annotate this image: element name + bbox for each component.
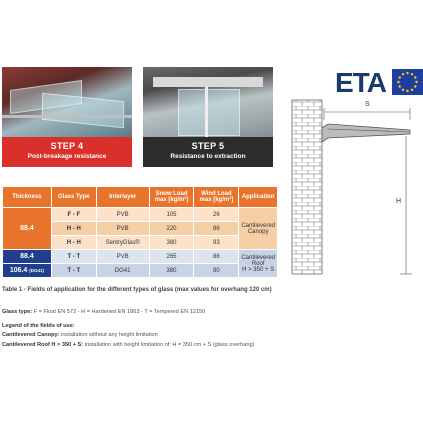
table-row	[3, 264, 278, 278]
header-snow-load: Snow Load max [kg/m²]	[149, 187, 194, 208]
cell-wind-load: 26	[194, 208, 239, 222]
s-dimension-label: S	[365, 101, 370, 108]
canopy-text: installation without any height limitation	[61, 332, 158, 338]
cell-interlayer: SentryGlas®	[96, 236, 149, 250]
cell-wind-load: 93	[194, 236, 239, 250]
table-row	[3, 250, 278, 264]
legend-title	[2, 322, 254, 332]
cell-wind-load: 80	[194, 264, 239, 278]
glass-type-label: Glass type:	[2, 309, 33, 315]
glass-pane	[42, 93, 124, 129]
cell-glass-type: F - F	[51, 208, 96, 222]
cell-thickness	[3, 264, 52, 278]
canopy-label: Cantilevered Canopy:	[2, 332, 60, 338]
glass-types-table	[2, 186, 278, 278]
cell-interlayer: PVB	[96, 208, 149, 222]
header-thickness: Thickness	[3, 187, 52, 208]
profile-bar	[153, 77, 263, 87]
cell-thickness: 88.4	[3, 208, 52, 250]
eta-logo-text: ETA	[335, 67, 386, 98]
glass-type-note	[2, 308, 254, 318]
table-row	[3, 208, 278, 222]
legend-title-text: Legend of the fields of use:	[2, 322, 75, 329]
table-header-row	[3, 187, 278, 208]
cell-wind-load: 86	[194, 250, 239, 264]
roof-text: installation with height limitation of: H = 350 cm + S (glass overhang)	[84, 341, 255, 348]
step4-photo	[2, 67, 132, 167]
roof-note	[2, 341, 254, 351]
cell-application-canopy: Cantilevered Canopy	[239, 208, 278, 250]
step4-title: STEP 4	[50, 141, 84, 151]
cell-thickness: 88.4	[3, 250, 52, 264]
header-application: Application	[239, 187, 278, 208]
step5-title: STEP 5	[191, 141, 225, 151]
application-roof-line1: Cantilevered Roof	[241, 254, 275, 267]
cell-glass-type: T - T	[51, 250, 96, 264]
header-wind-load: Wind Load max [kg/m²]	[194, 187, 239, 208]
cell-interlayer: PVB	[96, 250, 149, 264]
cantilever-diagram	[290, 98, 420, 276]
rail	[2, 115, 132, 118]
step5-badge	[143, 137, 273, 167]
cell-wind-load: 86	[194, 222, 239, 236]
step4-subtitle: Post-breakage resistance	[27, 153, 107, 160]
cell-snow-load: 220	[149, 222, 194, 236]
canopy-note	[2, 331, 254, 341]
cell-snow-load: 105	[149, 208, 194, 222]
thickness-value: 106.4	[9, 267, 28, 274]
rod	[205, 87, 208, 137]
header-glass-type: Glass Type	[51, 187, 96, 208]
cell-interlayer: DG41	[96, 264, 149, 278]
eta-logo	[335, 65, 423, 99]
application-roof-line2: H > 350 + S	[242, 266, 275, 273]
step5-photo	[143, 67, 273, 167]
cell-snow-load: 380	[149, 236, 194, 250]
glass-pane	[178, 89, 240, 136]
cell-snow-load: 380	[149, 264, 194, 278]
cell-glass-type: H - H	[51, 236, 96, 250]
cell-glass-type: H - H	[51, 222, 96, 236]
roof-label: Cantilevered Roof H > 350 + S:	[2, 341, 84, 348]
thickness-suffix: (DG41)	[29, 268, 45, 273]
cell-snow-load: 265	[149, 250, 194, 264]
h-dimension-label: H	[396, 198, 402, 205]
table-caption: Table 1 - Fields of application for the different types of glass (max values for overhang 120 cm)	[2, 287, 272, 293]
cell-glass-type: T - T	[51, 264, 96, 278]
eu-flag-icon	[392, 69, 423, 95]
cell-application-roof	[239, 250, 278, 278]
glass-type-text: F = Float EN 572 - H = Hardened EN 1863 - T = Tempered EN 12150	[33, 309, 206, 315]
step5-subtitle: Resistance to extraction	[170, 153, 246, 160]
cell-interlayer: PVB	[96, 222, 149, 236]
header-interlayer: Interlayer	[96, 187, 149, 208]
step4-badge	[2, 137, 132, 167]
notes	[2, 308, 254, 350]
